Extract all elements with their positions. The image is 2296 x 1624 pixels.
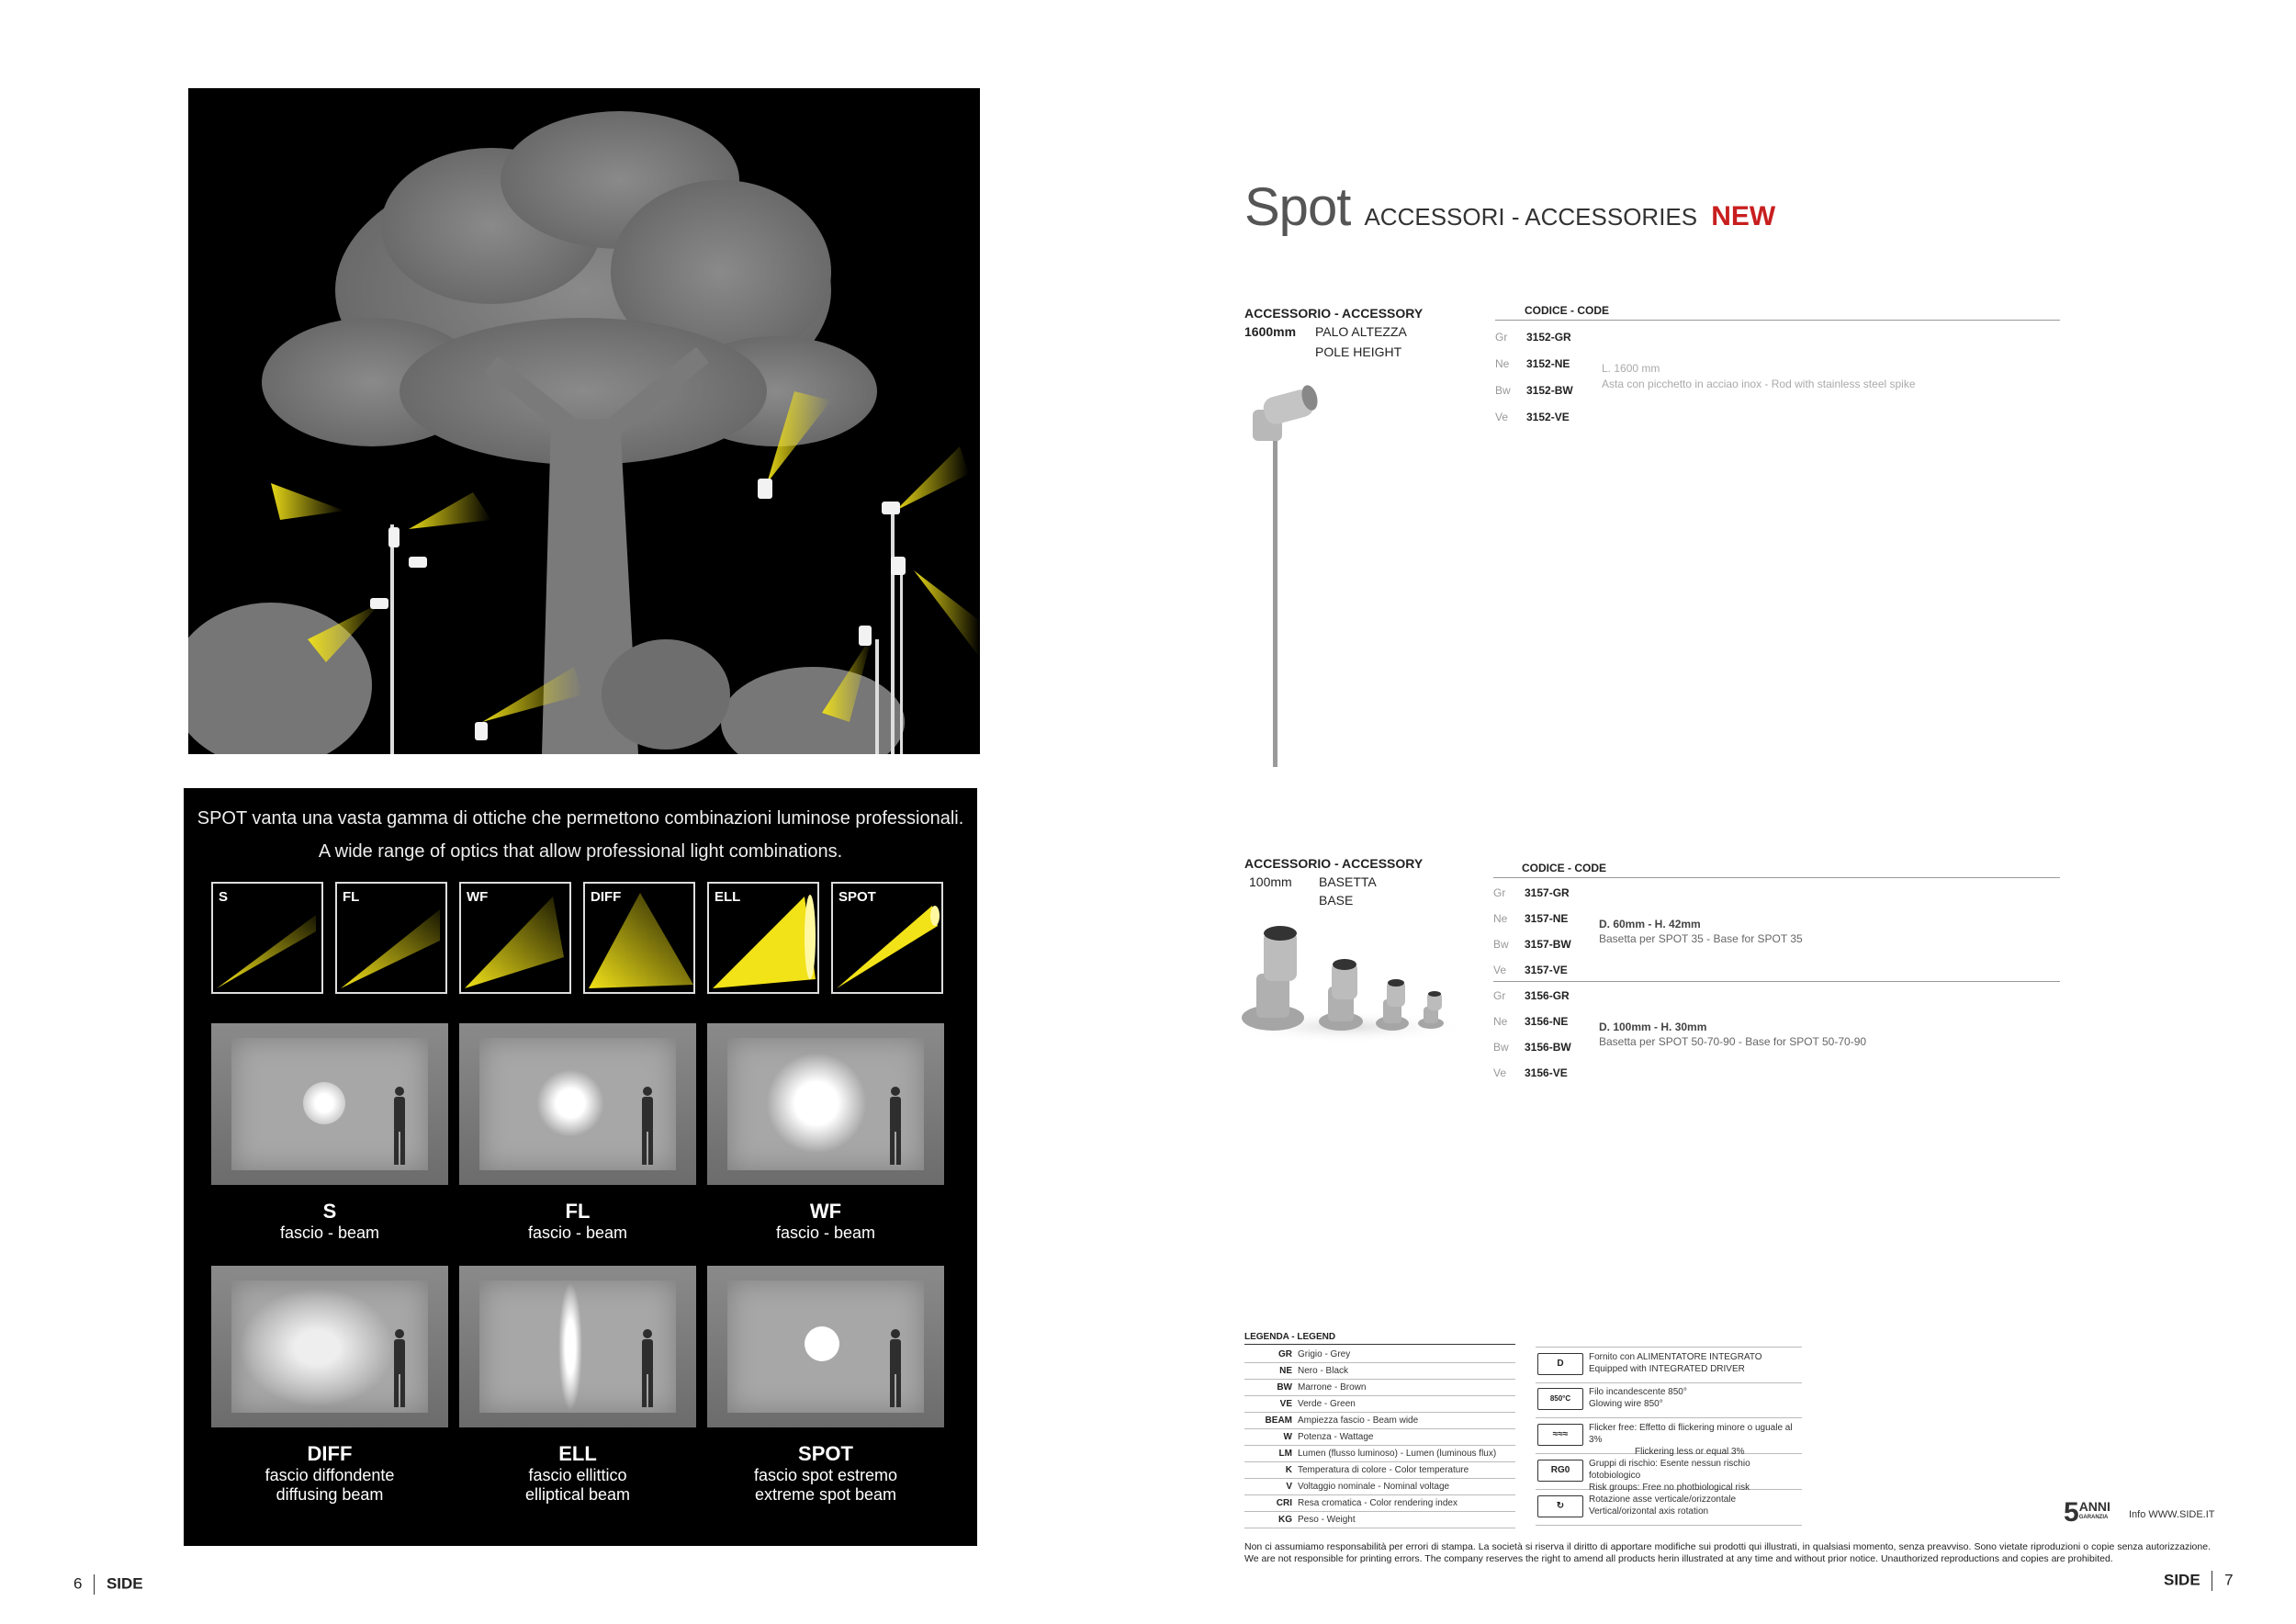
code-row: Bw 3157-BW xyxy=(1493,938,1571,951)
symbol-axis-rotation: ↻ Rotazione asse verticale/orizzontale Vertical/orizontal axis rotation xyxy=(1536,1490,1802,1526)
beam-demo-diff xyxy=(211,1266,448,1427)
flicker-free-icon: ≈≈≈ xyxy=(1537,1424,1583,1446)
warranty-badge: 5 ANNI GARANZIA xyxy=(2064,1497,2110,1528)
person-silhouette-icon xyxy=(639,1328,656,1407)
rotation-icon: ↻ xyxy=(1537,1495,1583,1517)
accessory1-heading: ACCESSORIO - ACCESSORY xyxy=(1244,306,1424,321)
accessory2-heading: ACCESSORIO - ACCESSORY xyxy=(1244,856,1424,871)
page-footer-left: 6 SIDE xyxy=(73,1574,143,1595)
website-info: Info WWW.SIDE.IT xyxy=(2129,1509,2215,1520)
person-silhouette-icon xyxy=(887,1328,904,1407)
code-row: Ve 3156-VE xyxy=(1493,1066,1568,1079)
tree-illustration xyxy=(188,88,980,754)
optics-panel xyxy=(184,788,977,1546)
hero-tree-photo xyxy=(188,88,980,754)
code-row: Ve 3157-VE xyxy=(1493,964,1568,976)
symbol-integrated-driver: D Fornito con ALIMENTATORE INTEGRATO Equipped with INTEGRATED DRIVER xyxy=(1536,1347,1802,1383)
glowing-wire-icon: 850°C xyxy=(1537,1388,1583,1410)
beam-demo-spot xyxy=(707,1266,944,1427)
beam-demo-wf xyxy=(707,1023,944,1185)
legend-row: LM Lumen (flusso luminoso) - Lumen (luminous flux) xyxy=(1244,1446,1515,1462)
person-silhouette-icon xyxy=(639,1086,656,1165)
beam-demo-s xyxy=(211,1023,448,1185)
beam-label-ell: ELL fascio ellittico elliptical beam xyxy=(524,1442,631,1504)
code-row: Ne 3157-NE xyxy=(1493,912,1569,925)
beam-label-fl: FL fascio - beam xyxy=(527,1200,628,1242)
code-row: Ne 3156-NE xyxy=(1493,1015,1569,1028)
legend-row: V Voltaggio nominale - Nominal voltage xyxy=(1244,1479,1515,1495)
legend-row: GR Grigio - Grey xyxy=(1244,1347,1515,1363)
accessory1-length: L. 1600 mm xyxy=(1602,362,1660,375)
accessory2-size: 100mm xyxy=(1249,874,1292,889)
accessory1-name-it: PALO ALTEZZA xyxy=(1315,324,1407,339)
accessory2b-description: Basetta per SPOT 50-70-90 - Base for SPOT 50-70-90 xyxy=(1599,1035,1867,1048)
person-silhouette-icon xyxy=(391,1328,408,1407)
code-row: Gr 3152-GR xyxy=(1495,331,1571,344)
accessory1-name-en: POLE HEIGHT xyxy=(1315,344,1402,359)
legend-row: BEAM Ampiezza fascio - Beam wide xyxy=(1244,1413,1515,1429)
code-row: Bw 3152-BW xyxy=(1495,384,1573,397)
code-row: Gr 3156-GR xyxy=(1493,989,1570,1002)
legend-row: CRI Resa cromatica - Color rendering index xyxy=(1244,1495,1515,1512)
new-badge: NEW xyxy=(1711,201,1776,231)
optic-icon-s: S xyxy=(211,882,323,994)
pole-accessory-image xyxy=(1240,377,1322,767)
beam-label-wf: WF fascio - beam xyxy=(775,1200,876,1242)
optic-icon-ell: ELL xyxy=(707,882,819,994)
code-row: Ve 3152-VE xyxy=(1495,411,1570,423)
code-row: Bw 3156-BW xyxy=(1493,1041,1571,1054)
accessory1-code-header: CODICE - CODE xyxy=(1525,304,1610,317)
base-accessory-image xyxy=(1229,919,1468,1047)
accessory2a-dimensions: D. 60mm - H. 42mm xyxy=(1599,918,1701,930)
disclaimer: Non ci assumiamo responsabilità per errori di stampa. La società si riserva il diritto di apportare modifiche sui prodotti qui illustrati, in qualsiasi momento, senza preavviso. Sono vietate riproduzioni o copie senza autorizzazione. We are not responsible for printing errors. The company reserves the right to amend all products herin illustrated at any time and without prior notice. Unauthorized reproductions and copies are prohibited. xyxy=(1244,1541,2211,1564)
risk-group-icon: RG0 xyxy=(1537,1460,1583,1482)
optic-icon-fl: FL xyxy=(335,882,447,994)
accessory2a-description: Basetta per SPOT 35 - Base for SPOT 35 xyxy=(1599,932,1803,945)
optic-icon-diff: DIFF xyxy=(583,882,695,994)
legend-row: KG Peso - Weight xyxy=(1244,1512,1515,1528)
legend xyxy=(1244,1332,1515,1525)
person-silhouette-icon xyxy=(391,1086,408,1165)
legend-row: BW Marrone - Brown xyxy=(1244,1380,1515,1396)
page-footer-right: SIDE 7 xyxy=(2164,1571,2234,1591)
beam-demo-fl xyxy=(459,1023,696,1185)
beam-label-s: S fascio - beam xyxy=(279,1200,380,1242)
optics-intro-en: A wide range of optics that allow professional light combinations. xyxy=(318,841,843,862)
symbol-risk-group: RG0 Gruppi di rischio: Esente nessun rischio fotobiologico Risk groups: Free no photbiological risk xyxy=(1536,1454,1802,1490)
code-row: Gr 3157-GR xyxy=(1493,886,1570,899)
optic-icon-spot: SPOT xyxy=(831,882,943,994)
legend-row: VE Verde - Green xyxy=(1244,1396,1515,1413)
beam-label-diff: DIFF fascio diffondente diffusing beam xyxy=(264,1442,395,1504)
legend-row: NE Nero - Black xyxy=(1244,1363,1515,1380)
accessory2-name-it: BASETTA xyxy=(1319,874,1377,889)
optic-icon-wf: WF xyxy=(459,882,571,994)
symbol-flicker-free: ≈≈≈ Flicker free: Effetto di flickering minore o uguale al 3% Flickering less or equal 3% xyxy=(1536,1418,1802,1454)
accessory2-code-header: CODICE - CODE xyxy=(1522,862,1607,874)
legend-title: LEGENDA - LEGEND xyxy=(1244,1332,1515,1345)
beam-demo-ell xyxy=(459,1266,696,1427)
person-silhouette-icon xyxy=(887,1086,904,1165)
driver-icon: D xyxy=(1537,1353,1583,1375)
code-row: Ne 3152-NE xyxy=(1495,357,1570,370)
legend-row: W Potenza - Wattage xyxy=(1244,1429,1515,1446)
accessory2-name-en: BASE xyxy=(1319,893,1354,908)
beam-label-spot: SPOT fascio spot estremo extreme spot beam xyxy=(753,1442,898,1504)
optics-intro-it: SPOT vanta una vasta gamma di ottiche che permettono combinazioni luminose professionali. xyxy=(197,808,964,829)
accessory2b-dimensions: D. 100mm - H. 30mm xyxy=(1599,1021,1707,1033)
page-title: Spot ACCESSORI - ACCESSORIES NEW xyxy=(1244,177,1776,237)
symbol-glowing-wire: 850°C Filo incandescente 850° Glowing wire 850° xyxy=(1536,1382,1802,1418)
legend-row: K Temperatura di colore - Color temperature xyxy=(1244,1462,1515,1479)
accessory1-description: Asta con picchetto in acciao inox - Rod with stainless steel spike xyxy=(1602,378,1916,390)
accessory1-size: 1600mm xyxy=(1244,324,1297,339)
